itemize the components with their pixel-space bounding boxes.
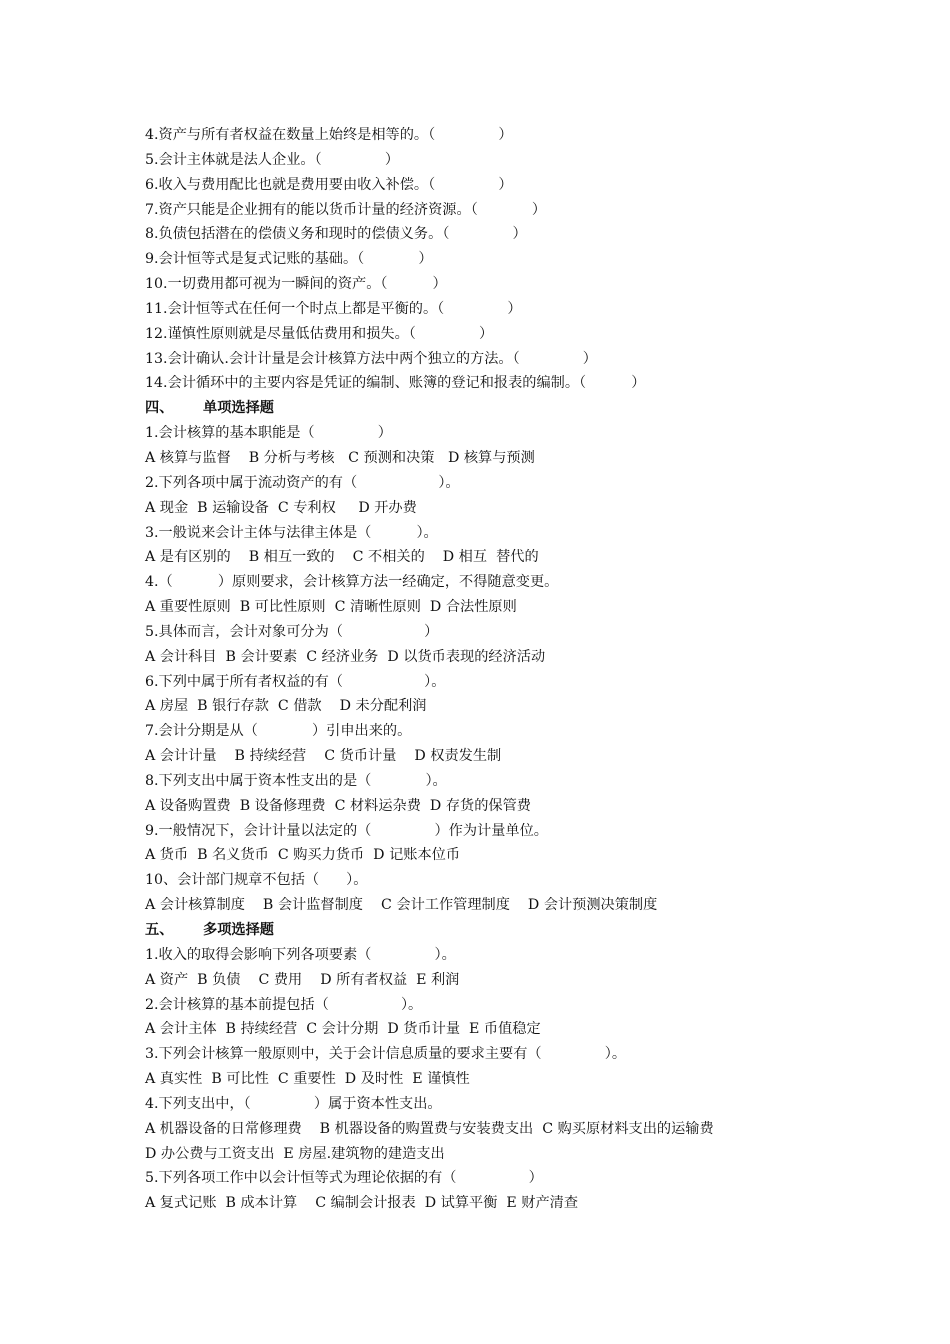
text-line: A 复式记账 B 成本计算 C 编制会计报表 D 试算平衡 E 财产清查	[145, 1195, 579, 1212]
text-line: 8.下列支出中属于资本性支出的是（ ）。	[145, 772, 447, 789]
text-line: 9.一般情况下，会计计量以法定的（ ）作为计量单位。	[145, 822, 548, 839]
text-line: A 重要性原则 B 可比性原则 C 清晰性原则 D 合法性原则	[145, 599, 517, 616]
text-line: A 机器设备的日常修理费 B 机器设备的购置费与安装费支出 C 购买原材料支出的运输费	[145, 1120, 714, 1137]
text-line: A 房屋 B 银行存款 C 借款 D 未分配利润	[145, 698, 427, 715]
section-heading: 五、 多项选择题	[145, 922, 274, 938]
text-line: 5.具体而言，会计对象可分为（ ）	[145, 623, 439, 640]
text-line: A 核算与监督 B 分析与考核 C 预测和决策 D 核算与预测	[145, 449, 535, 466]
text-line: 1.会计核算的基本职能是（ ）	[145, 425, 392, 442]
text-line: 12.谨慎性原则就是尽量低估费用和损失。（ ）	[145, 325, 494, 342]
text-line: A 真实性 B 可比性 C 重要性 D 及时性 E 谨慎性	[145, 1071, 470, 1088]
text-line: A 货币 B 名义货币 C 购买力货币 D 记账本位币	[145, 847, 461, 864]
text-line: 7.会计分期是从（ ）引申出来的。	[145, 723, 412, 740]
text-line: 6.下列中属于所有者权益的有（ ）。	[145, 673, 446, 690]
text-line: 13.会计确认.会计计量是会计核算方法中两个独立的方法。（ ）	[145, 350, 597, 367]
text-line: 4.下列支出中，（ ）属于资本性支出。	[145, 1095, 442, 1112]
text-line: A 会计科目 B 会计要素 C 经济业务 D 以货币表现的经济活动	[145, 648, 546, 665]
text-line: 5.下列各项工作中以会计恒等式为理论依据的有（ ）	[145, 1170, 543, 1187]
text-line: 11.会计恒等式在任何一个时点上都是平衡的。（ ）	[145, 300, 522, 317]
section-heading: 四、 单项选择题	[145, 400, 274, 417]
text-line: A 设备购置费 B 设备修理费 C 材料运杂费 D 存货的保管费	[145, 797, 531, 814]
text-line: 6.收入与费用配比也就是费用要由收入补偿。（ ）	[145, 176, 513, 193]
text-line: 4.（ ）原则要求，会计核算方法一经确定，不得随意变更。	[145, 574, 559, 591]
text-line: A 会计核算制度 B 会计监督制度 C 会计工作管理制度 D 会计预测决策制度	[145, 897, 658, 914]
text-line: 3.下列会计核算一般原则中，关于会计信息质量的要求主要有（ ）。	[145, 1046, 627, 1063]
text-line: 5.会计主体就是法人企业。（ ）	[145, 151, 400, 168]
text-line: A 会计主体 B 持续经营 C 会计分期 D 货币计量 E 币值稳定	[145, 1021, 541, 1038]
text-line: 14.会计循环中的主要内容是凭证的编制、账簿的登记和报表的编制。（ ）	[145, 375, 646, 392]
text-line: A 现金 B 运输设备 C 专利权 D 开办费	[145, 499, 417, 516]
text-line: 8.负债包括潜在的偿债义务和现时的偿债义务。（ ）	[145, 226, 527, 243]
text-line: 1.收入的取得会影响下列各项要素（ ）。	[145, 946, 456, 963]
text-line: 3.一般说来会计主体与法律主体是（ ）。	[145, 524, 438, 541]
text-line: A 资产 B 负债 C 费用 D 所有者权益 E 利润	[145, 971, 460, 988]
text-line: 7.资产只能是企业拥有的能以货币计量的经济资源。（ ）	[145, 201, 547, 218]
document-body	[145, 123, 845, 1216]
text-line: 2.会计核算的基本前提包括（ ）。	[145, 996, 423, 1013]
text-line: 4.资产与所有者权益在数量上始终是相等的。（ ）	[145, 127, 513, 143]
text-line: 10、会计部门规章不包括（ ）。	[145, 872, 368, 889]
text-line: A 是有区别的 B 相互一致的 C 不相关的 D 相互 替代的	[145, 549, 539, 566]
text-line: 9.会计恒等式是复式记账的基础。（ ）	[145, 251, 433, 268]
text-line: 10.一切费用都可视为一瞬间的资产。（ ）	[145, 276, 447, 293]
text-line: A 会计计量 B 持续经营 C 货币计量 D 权责发生制	[145, 748, 502, 765]
text-line: D 办公费与工资支出 E 房屋.建筑物的建造支出	[145, 1145, 445, 1162]
text-line: 2.下列各项中属于流动资产的有（ ）。	[145, 474, 460, 491]
